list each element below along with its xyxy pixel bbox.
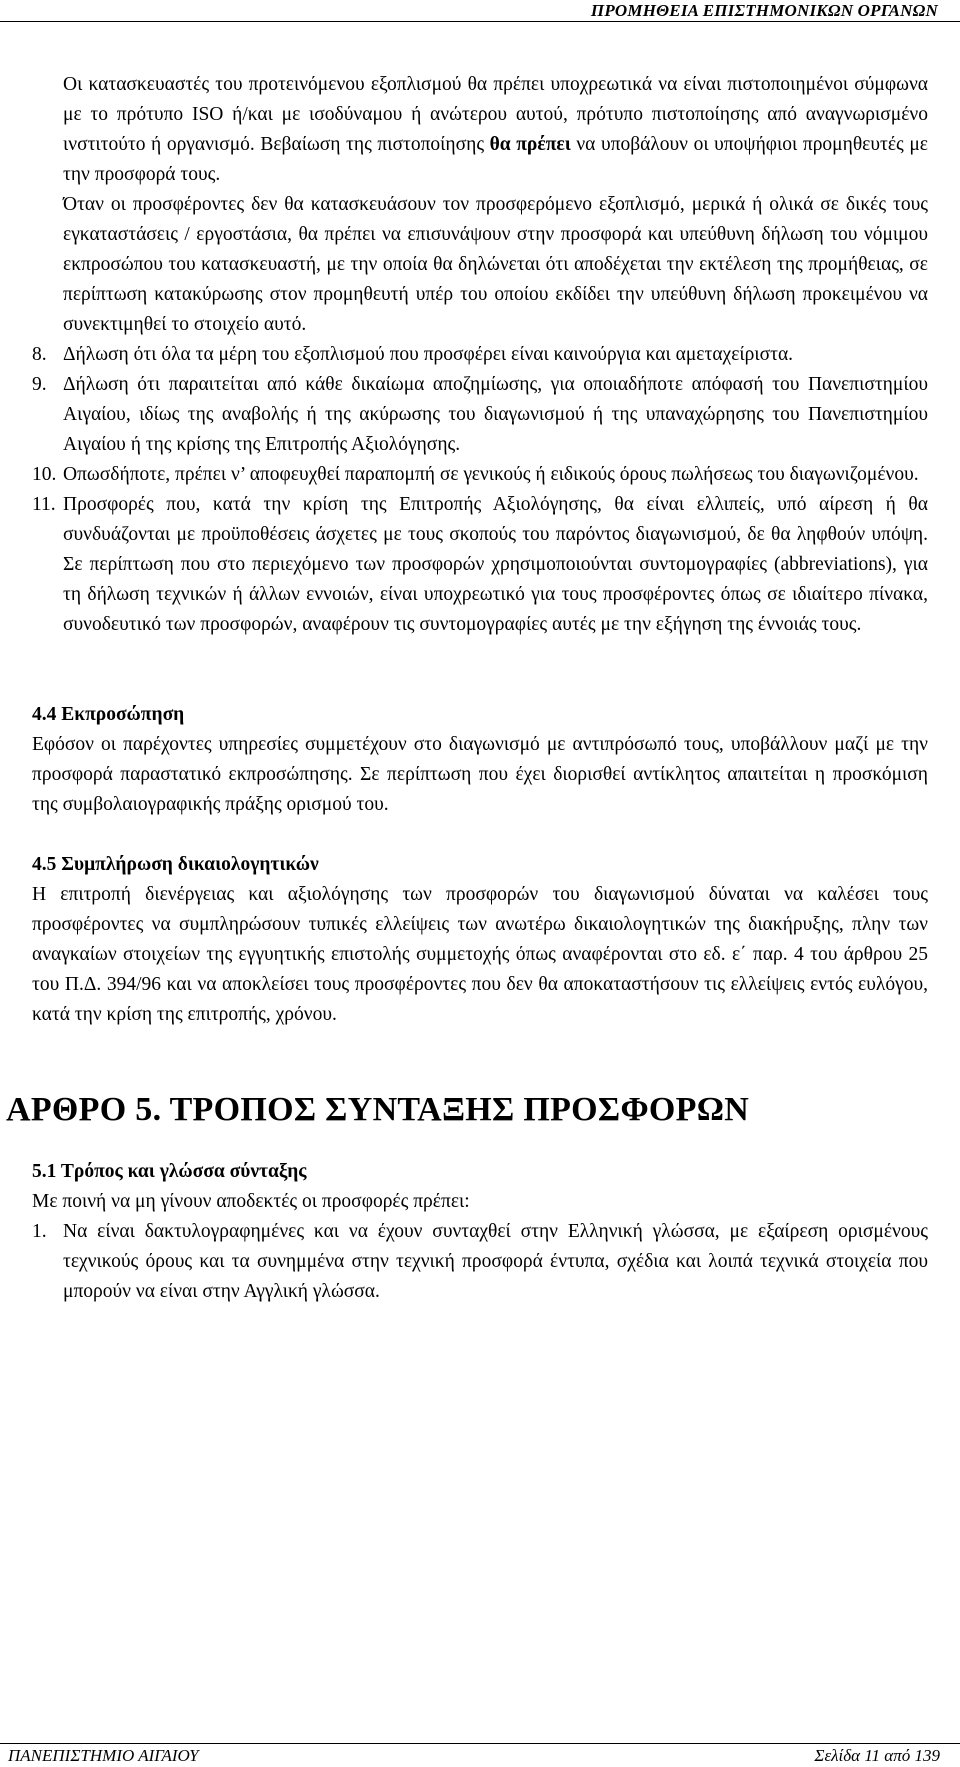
list-item [32,340,928,370]
list-item-number: 9. [32,374,47,395]
list-item [32,460,928,490]
section-text-4-4: Εφόσον οι παρέχοντες υπηρεσίες συμμετέχουν στο διαγωνισμό με αντιπρόσωπό τους, υποβάλλουν μαζί με την προσφορά παραστατικό εκπροσώπησης. Σε περίπτωση που έχει διορισθεί αντίκλητος απαιτείται η προσκόμιση της συμβολαιογραφικής πράξης ορισμού του. [32,734,928,815]
article-title: ΑΡΘΡΟ 5. ΤΡΟΠΟΣ ΣΥΝΤΑΞΗΣ ΠΡΟΣΦΟΡΩΝ [6,1091,750,1128]
section-heading-5-1: 5.1 Τρόπος και γλώσσα σύνταξης [32,1161,307,1182]
intro-text-after: να υποβάλουν οι υποψήφιοι προμηθευτές με την προσφορά τους. [63,134,928,185]
footer-university: ΠΑΝΕΠΙΣΤΗΜΙΟ ΑΙΓΑΙΟΥ [8,1746,199,1765]
spacer [32,640,928,700]
page-header [0,0,960,21]
section-text-4-5: Η επιτροπή διενέργειας και αξιολόγησης των προσφορών του διαγωνισμού δύναται να καλέσει τους προσφέροντες να συμπληρώσουν τυπικές ελλείψεις των ανωτέρω δικαιολογητικών της διακήρυξης, πλην των αναγκαίων στοιχείων της εγγυητικής επιστολής συμμετοχής όπως αναφέρονται στο εδ. ε΄ παρ. 4 του άρθρου 25 του Π.Δ. 394/96 και να αποκλείσει τους προσφέροντες που δεν θα αποκαταστήσουν τις ελλείψεις εντός ευλόγου, κατά την κρίση της επιτροπής, χρόνου. [32,884,928,1025]
intro-text-before: Οι κατασκευαστές του προτεινόμενου εξοπλισμού θα πρέπει υποχρεωτικά να είναι πιστοποιημένοι σύμφωνα με το πρότυπο ISO ή/και με ισοδύναμου ή ανώτερου αυτού, πρότυπο πιστοποίησης από αναγνωρισμένο ινστιτούτο ή οργανισμό. Βεβαίωση της πιστοποίησης [63,74,928,155]
section-intro-5-1: Με ποινή να μη γίνουν αποδεκτές οι προσφορές πρέπει: [32,1191,470,1212]
page-footer [0,1743,960,1767]
list-item-number: 11. [32,494,56,515]
list-item-text: Οπωσδήποτε, πρέπει ν’ αποφευχθεί παραπομπή σε γενικούς ή ειδικούς όρους πωλήσεως του διαγωνιζομένου. [63,464,919,485]
intro-paragraph-manufacturer: Όταν οι προσφέροντες δεν θα κατασκευάσουν τον προσφερόμενο εξοπλισμό, μερικά ή ολικά σε δικές τους εγκαταστάσεις / εργοστάσια, θα πρέπει να επισυνάψουν στην προσφορά και υπεύθυνη δήλωση του νόμιμου εκπροσώπου του κατασκευαστή, με την οποία θα δηλώνεται ότι αποδέχεται την εκτέλεση της προμήθειας, σε περίπτωση κατακύρωσης στον προμηθευτή υπέρ του οποίου εκδίδει την υπεύθυνη δήλωση προκειμένου να συνεκτιμηθεί το στοιχείο αυτό. [63,194,928,335]
list-item [32,1217,928,1307]
spacer [32,820,928,850]
page-content [6,70,928,1307]
section-heading-4-5: 4.5 Συμπλήρωση δικαιολογητικών [32,854,319,875]
spacer [32,1030,928,1090]
list-item-text: Δήλωση ότι παραιτείται από κάθε δικαίωμα αποζημίωσης, για οποιαδήποτε απόφασή του Πανεπιστημίου Αιγαίου, ιδίως της αναβολής ή της ακύρωσης του διαγωνισμού ή της υπαναχώρησης του Πανεπιστημίου Αιγαίου ή της κρίσης της Επιτροπής Αξιολόγησης. [63,374,928,455]
list-item-text: Προσφορές που, κατά την κρίση της Επιτροπής Αξιολόγησης, θα είναι ελλιπείς, υπό αίρεση ή θα συνδυάζονται με προϋποθέσεις άσχετες με τους σκοπούς του παρόντος διαγωνισμού, δε θα ληφθούν υπόψη. Σε περίπτωση που στο περιεχόμενο των προσφορών χρησιμοποιούνται συντομογραφίες (abbreviations), για τη δήλωση τεχνικών ή άλλων εννοιών, είναι υποχρεωτικό για τους προσφέροντες όπως σε ιδιαίτερο πίνακα, συνοδευτικό των προσφορών, αναφέρουν τις συντομογραφίες αυτές με την εξήγηση της έννοιάς τους. [63,494,928,635]
header-rule [0,21,960,22]
section-heading-4-4: 4.4 Εκπροσώπηση [32,704,185,725]
list-item [32,490,928,640]
list-item-text: Να είναι δακτυλογραφημένες και να έχουν συνταχθεί στην Ελληνική γλώσσα, με εξαίρεση ορισμένους τεχνικούς όρους και τα συνημμένα στην τεχνική προσφορά έντυπα, σχέδια και λοιπά τεχνικά στοιχεία που μπορούν να είναι στην Αγγλική γλώσσα. [63,1221,928,1302]
header-title: ΠΡΟΜΗΘΕΙΑ ΕΠΙΣΤΗΜΟΝΙΚΩΝ ΟΡΓΑΝΩΝ [590,1,938,20]
list-item-number: 8. [32,344,47,365]
list-item [32,370,928,460]
intro-text-bold: θα πρέπει [489,134,571,155]
list-item-number: 10. [32,464,57,485]
spacer [32,1130,928,1157]
list-item-number: 1. [32,1221,47,1242]
list-item-text: Δήλωση ότι όλα τα μέρη του εξοπλισμού που προσφέρει είναι καινούργια και αμεταχείριστα. [63,344,794,365]
footer-page-number: Σελίδα 11 από 139 [814,1746,940,1765]
intro-paragraph-certification [63,70,928,190]
